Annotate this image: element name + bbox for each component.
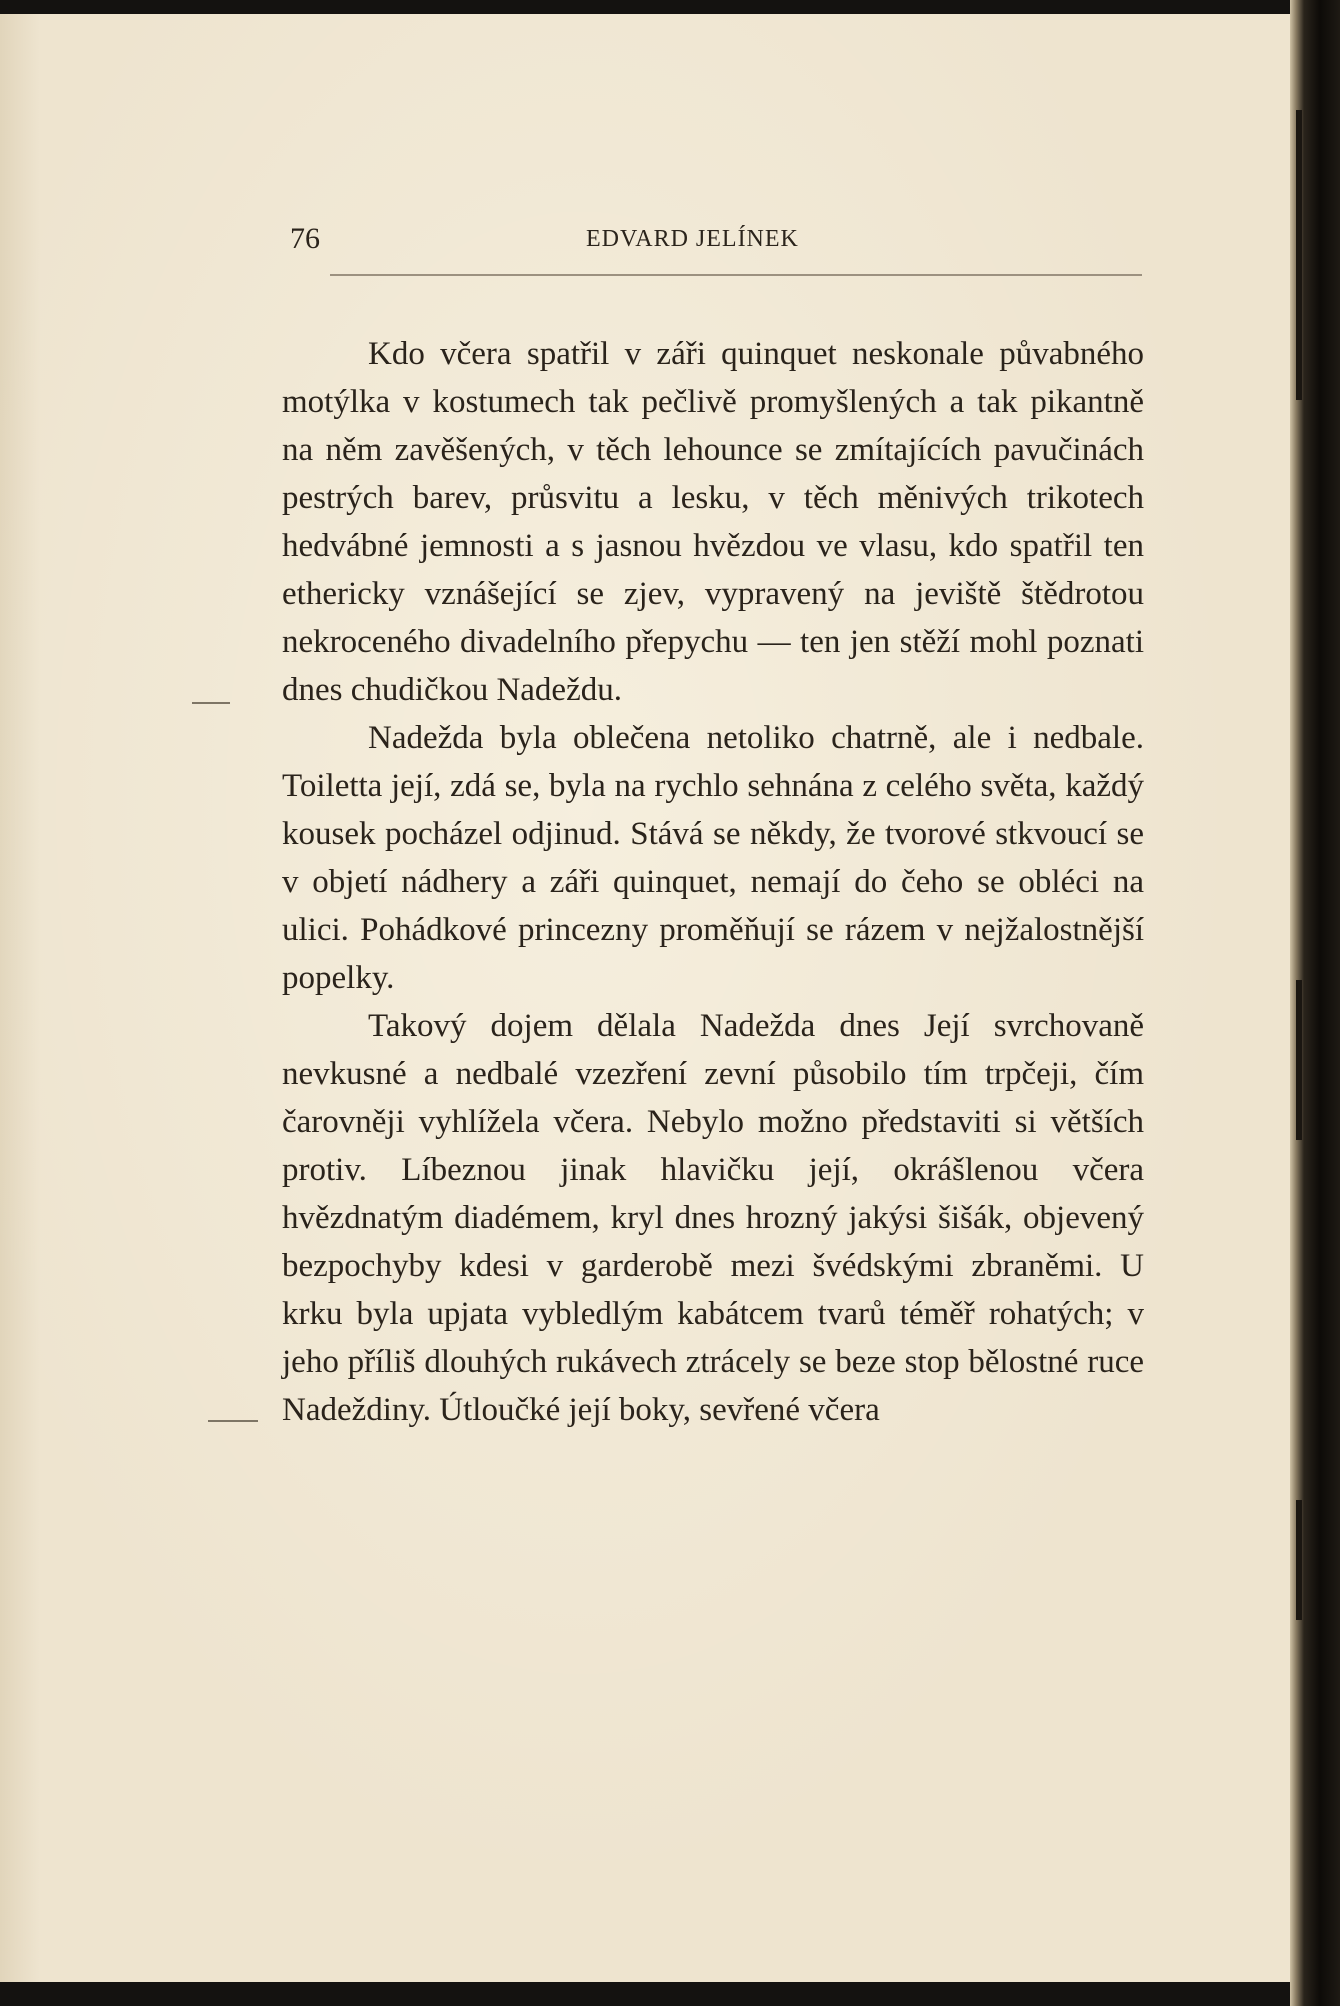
margin-mark xyxy=(192,702,230,704)
gutter-edge-line xyxy=(1296,1500,1302,1620)
running-head: EDVARD JELÍNEK xyxy=(586,226,799,252)
header-rule xyxy=(330,274,1142,276)
paragraph: Nadežda byla oblečena netoliko chatrně, ale i nedbale. Toiletta její, zdá se, byla na rychlo sehnána z celého světa, každý kousek pocházel odjinud. Stává se někdy, že tvorové stkvoucí se v objetí nádhery a záři quinquet, nemají do čeho se obléci na ulici. Pohádkové princezny proměňují se rázem v nejžalostnější popelky. xyxy=(282,720,1144,996)
margin-mark xyxy=(208,1420,258,1422)
gutter-edge-line xyxy=(1296,980,1302,1140)
gutter-edge-line xyxy=(1296,110,1302,400)
body-text xyxy=(282,330,1144,1434)
page-header xyxy=(290,222,1142,262)
page-number: 76 xyxy=(290,222,320,255)
paragraph: Takový dojem dělala Nadežda dnes Její svrchovaně nevkusné a nedbalé vzezření zevní působilo tím trpčeji, čím čarovněji vyhlížela včera. Nebylo možno představiti si větších protiv. Líbeznou jinak hlavičku její, okrášlenou včera hvězdnatým diadémem, kryl dnes hrozný jakýsi šišák, objevený bezpochyby kdesi v garderobě mezi švédskými zbraněmi. U krku byla upjata vybledlým kabátcem tvarů téměř rohatých; v jeho příliš dlouhých rukávech ztrácely se beze stop bělostné ruce Nadeždiny. Útloučké její boky, sevřené včera xyxy=(282,1008,1144,1428)
paragraph: Kdo včera spatřil v záři quinquet neskonale půvabného motýlka v kostumech tak pečlivě promyšlených a tak pikantně na něm zavěšených, v těch lehounce se zmítajících pavučinách pestrých barev, průsvitu a lesku, v těch měnivých trikotech hedvábné jemnosti a s jasnou hvězdou ve vlasu, kdo spatřil ten ethericky vznášející se zjev, vypravený na jeviště štědrotou nekroceného divadelního přepychu — ten jen stěží mohl poznati dnes chudičkou Nadeždu. xyxy=(282,336,1144,708)
